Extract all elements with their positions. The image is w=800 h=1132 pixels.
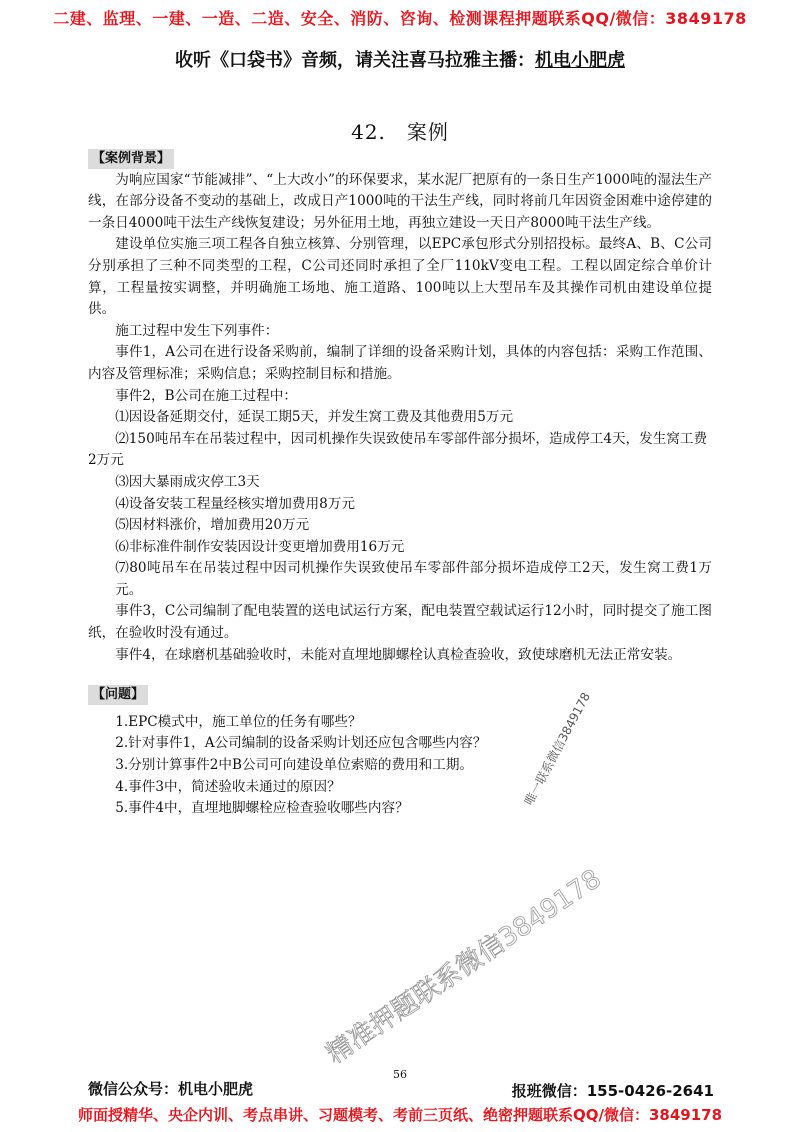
event2-item: ⑹非标准件制作安装因设计变更增加费用16万元 <box>115 538 405 555</box>
event2-item: ⑶因大暴雨成灾停工3天 <box>115 473 260 490</box>
sub-banner-host: 机电小肥虎 <box>535 50 625 71</box>
event2-item: ⑺80吨吊车在吊装过程中因司机操作失误致使吊车零部件部分损坏造成停工2天，发生窝工费1万元。 <box>115 560 712 598</box>
watermark-large: 精准押题联系微信3849178 <box>321 863 607 1070</box>
page-number: 56 <box>393 1068 407 1081</box>
watermark-small: 唯一联系微信3849178 <box>521 690 594 808</box>
event2-item: ⑸因材料涨价，增加费用20万元 <box>115 517 310 534</box>
question-item: 5.事件4中，直埋地脚螺栓应检查验收哪些内容？ <box>115 800 409 817</box>
event2-item: ⑵150吨吊车在吊装过程中，因司机操作失误致使吊车零部件部分损坏，造成停工4天，发生窝工费 <box>115 430 708 447</box>
section-spacer <box>88 666 712 684</box>
bottom-banner: 师面授精华、央企内训、考点串讲、习题模考、考前三页纸、绝密押题联系QQ/微信：3849178 <box>77 1106 723 1124</box>
top-banner: 二建、监理、一建、一造、二造、安全、消防、咨询、检测课程押题联系QQ/微信：3849178 <box>53 9 747 28</box>
sub-banner <box>0 46 800 72</box>
background-label: 【案例背景】 <box>88 149 174 169</box>
question-item: 2.针对事件1，A公司编制的设备采购计划还应包含哪些内容？ <box>115 735 487 752</box>
event2-intro: 事件2，B公司在施工过程中： <box>115 387 297 404</box>
question-item: 1.EPC模式中，施工单位的任务有哪些？ <box>115 713 362 730</box>
page-title: 42. 案例 <box>351 120 449 144</box>
event2-item: ⑷设备安装工程量经核实增加费用8万元 <box>115 495 355 512</box>
background-paragraph-3: 施工过程中发生下列事件： <box>115 322 279 339</box>
questions-list <box>88 712 712 820</box>
event4-paragraph: 事件4，在球磨机基础验收时，未能对直埋地脚螺栓认真检查验收，致使球磨机无法正常安装。 <box>115 646 682 663</box>
question-item: 4.事件3中，简述验收未通过的原因？ <box>115 778 341 795</box>
background-section <box>88 148 712 666</box>
background-paragraph-1: 为响应国家“节能减排”、“上大改小”的环保要求，某水泥厂把原有的一条日生产1000吨的湿法生产线，在部分设备不变动的基础上，改成日产1000吨的干法生产线，同时将前几年因资金困难中途停建的一条日4000吨干法生产线恢复建设；另外征用土地，再独立建设一天日产8000吨干法生产线。 <box>88 171 712 231</box>
questions-section <box>88 684 712 820</box>
questions-label: 【问题】 <box>88 685 148 705</box>
event3-paragraph: 事件3，C公司编制了配电装置的送电试运行方案，配电装置空载试运行12小时，同时提交了施工图纸，在验收时没有通过。 <box>88 603 712 642</box>
background-paragraph-2: 建设单位实施三项工程各自独立核算、分别管理，以EPC承包形式分别招投标。最终A、B、C公司分别承担了三种不同类型的工程，C公司还同时承担了全厂110kV变电工程。工程以固定综合单价计算，工程量按实调整，并明确施工场地、施工道路、100吨以上大型吊车及其操作司机由建设单位提供。 <box>88 236 712 318</box>
document-body <box>88 148 712 820</box>
event1-paragraph: 事件1，A公司在进行设备采购前，编制了详细的设备采购计划，具体的内容包括：采购工作范围、内容及管理标准；采购信息；采购控制目标和措施。 <box>88 344 712 382</box>
sub-banner-prefix: 收听《口袋书》音频，请关注喜马拉雅主播： <box>175 50 535 71</box>
event2-item: ⑴因设备延期交付，延误工期5天，并发生窝工费及其他费用5万元 <box>115 409 514 426</box>
footer-signup-wechat: 报班微信：155-0426-2641 <box>511 1082 714 1100</box>
event2-item-continued: 2万元 <box>88 452 124 469</box>
question-item: 3.分别计算事件2中B公司可向建设单位索赔的费用和工期。 <box>115 757 474 774</box>
footer-wechat-account: 微信公众号：机电小肥虎 <box>88 1080 254 1098</box>
